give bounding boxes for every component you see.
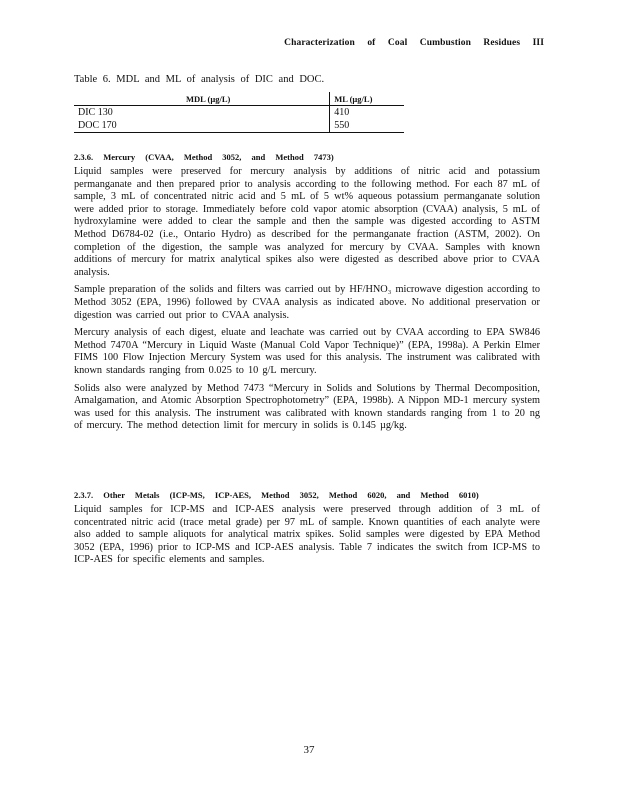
section-other-metals — [74, 490, 540, 572]
paragraph: Liquid samples for ICP-MS and ICP-AES analysis were preserved through addition of 3 mL of concentrated nitric acid (trace metal grade) per 97 mL of sample. Known quantities of each analyte were also added to sample aliquots for analytical matrix spikes. Solid samples were digested by EPA Method 3052 (EPA, 1996) prior to ICP-MS and ICP-AES analysis. Table 7 indicates the switch from ICP-MS to ICP-AES for specific elements and samples. — [74, 504, 540, 566]
section-mercury — [74, 152, 540, 438]
column-header-ml: ML (µg/L) — [330, 92, 404, 106]
table-caption: Table 6. MDL and ML of analysis of DIC and DOC. — [74, 74, 325, 85]
table-cell-ml: 410 — [330, 106, 404, 120]
mdl-ml-table — [74, 92, 404, 133]
section-heading: 2.3.7. Other Metals (ICP-MS, ICP-AES, Method 3052, Method 6020, and Method 6010) — [74, 490, 479, 500]
paragraph: Liquid samples were preserved for mercury analysis by additions of nitric acid and potassium permanganate and then prepared prior to analysis according to the following method. For each 87 mL of sample, 3 mL of concentrated nitric acid and 5 mL of 5 wt% aqueous potassium permanganate solution were added prior to storage. Immediately before cold vapor atomic absorption (CVAA) analysis, 5 mL of hydroxylamine were added to clear the sample and then the sample was digested according to ASTM Method D6784-02 (i.e., Ontario Hydro) as described for the permanganate fraction (ASTM, 2002). On completion of the digestion, the sample was analyzed for mercury by CVAA. Samples with known additions of mercury for matrix analytical spikes also were digested as described above prior to CVAA analysis. — [74, 166, 540, 278]
table-cell-row: DIC 130 — [78, 107, 113, 118]
page-number: 37 — [303, 744, 315, 756]
table-row — [74, 119, 404, 133]
column-header-mdl: MDL (µg/L) — [74, 92, 330, 106]
table-row — [74, 106, 404, 120]
section-heading: 2.3.6. Mercury (CVAA, Method 3052, and Method 7473) — [74, 152, 334, 162]
paragraph: Sample preparation of the solids and filters was carried out by HF/HNO₃ microwave digestion according to Method 3052 (EPA, 1996) followed by CVAA analysis as indicated above. No additional preservation or digestion was carried out prior to CVAA analysis. — [74, 284, 540, 321]
table-cell-row: DOC 170 — [74, 119, 330, 133]
table-cell-ml: 550 — [330, 119, 404, 133]
running-header: Characterization of Coal Cumbustion Residues III — [284, 38, 544, 48]
paragraph: Solids also were analyzed by Method 7473 “Mercury in Solids and Solutions by Thermal Decomposition, Amalgamation, and Atomic Absorption Spectrophotometry” (EPA, 1998b). A Nippon MD-1 mercury system was used for this analysis. The instrument was calibrated with known standards ranging from 1 to 20 ng of mercury. The method detection limit for mercury in solids is 0.145 µg/kg. — [74, 382, 540, 432]
paragraph: Mercury analysis of each digest, eluate and leachate was carried out by CVAA according to EPA SW846 Method 7470A “Mercury in Liquid Waste (Manual Cold Vapor Technique)” (EPA, 1998a). A Perkin Elmer FIMS 100 Flow Injection Mercury System was used for this analysis. The instrument was calibrated with known standards ranging from 0.025 to 10 g/L mercury. — [74, 327, 540, 376]
